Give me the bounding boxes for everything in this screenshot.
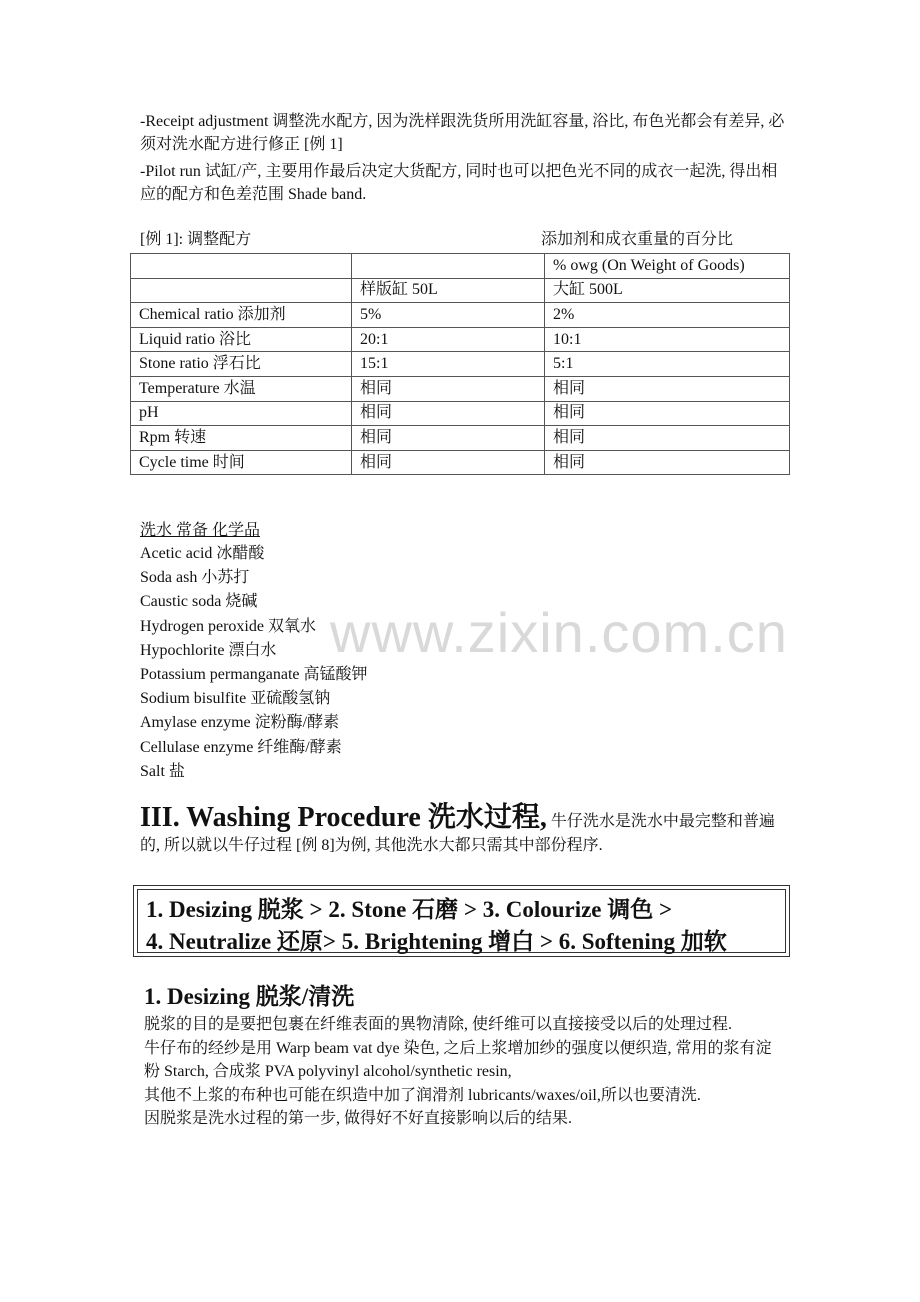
desizing-paragraph: 其他不上浆的布种也可能在织造中加了润滑剂 lubricants/waxes/oil,所以也要清洗. xyxy=(144,1086,701,1104)
list-item: Acetic acid 冰醋酸 xyxy=(140,545,265,562)
desizing-paragraph: 牛仔布的经纱是用 Warp beam vat dye 染色, 之后上浆增加纱的强度以便织造, 常用的浆有淀粉 Starch, 合成浆 PVA polyvinyl alcohol/synthetic resin, xyxy=(144,1039,772,1080)
receipt-adjustment-paragraph: -Receipt adjustment 调整洗水配方, 因为洗样跟洗货所用洗缸容量, 浴比, 布色光都会有差异, 必须对洗水配方进行修正 [例 1] xyxy=(140,113,785,153)
table-cell: pH xyxy=(131,401,352,426)
table-cell: 相同 xyxy=(352,426,545,451)
list-item: Potassium permanganate 高锰酸钾 xyxy=(140,666,368,684)
list-item: Sodium bisulfite 亚硫酸氢钠 xyxy=(140,690,331,708)
table-row xyxy=(131,401,790,426)
table-row xyxy=(131,327,790,352)
desizing-body xyxy=(144,1013,774,1131)
procedure-box xyxy=(133,885,790,957)
table-cell xyxy=(131,254,352,279)
desizing-paragraph: 因脱浆是洗水过程的第一步, 做得好不好直接影响以后的结果. xyxy=(144,1110,573,1127)
section-3 xyxy=(140,802,790,858)
desizing-heading: 1. Desizing 脱浆/清洗 xyxy=(144,984,355,1009)
list-item: Hypochlorite 漂白水 xyxy=(140,641,277,659)
table-cell: Chemical ratio 添加剂 xyxy=(131,303,352,328)
table-cell xyxy=(352,254,545,279)
table-cell: Stone ratio 浮石比 xyxy=(131,352,352,377)
table-cell: 样版缸 50L xyxy=(352,278,545,303)
watermark: www.zixin.com.cn xyxy=(330,601,788,664)
table-row xyxy=(131,303,790,328)
list-item: Salt 盐 xyxy=(140,762,185,780)
table-cell: 15:1 xyxy=(352,352,545,377)
section-3-text: 牛仔洗水是洗水中最完整和普遍的, 所以就以牛仔过程 [例 8]为例, 其他洗水大都只需其中部份程序. xyxy=(140,813,775,854)
table-cell: 大缸 500L xyxy=(545,278,790,303)
table-cell: 5% xyxy=(352,303,545,328)
table-cell: 相同 xyxy=(545,376,790,401)
table-cell: Liquid ratio 浴比 xyxy=(131,327,352,352)
list-item: Caustic soda 烧碱 xyxy=(140,593,258,611)
example-note: 添加剂和成衣重量的百分比 xyxy=(541,231,734,248)
table-cell: Temperature 水温 xyxy=(131,376,352,401)
table-cell: 相同 xyxy=(352,376,545,401)
table-cell: 10:1 xyxy=(545,327,790,352)
table-cell: 相同 xyxy=(545,426,790,451)
table-row xyxy=(131,450,790,475)
table-cell: Cycle time 时间 xyxy=(131,450,352,475)
table-cell: 2% xyxy=(545,303,790,328)
table-cell: 相同 xyxy=(352,401,545,426)
list-item: Cellulase enzyme 纤维酶/酵素 xyxy=(140,738,342,756)
table-cell: 5:1 xyxy=(545,352,790,377)
table-cell xyxy=(131,278,352,303)
desizing-paragraph: 脱浆的目的是要把包裹在纤维表面的異物清除, 使纤维可以直接接受以后的处理过程. xyxy=(144,1016,733,1033)
chemicals-heading: 洗水 常备 化学品 xyxy=(140,522,261,539)
table-row xyxy=(131,254,790,279)
list-item: Soda ash 小苏打 xyxy=(140,569,250,587)
recipe-table xyxy=(130,253,790,475)
procedure-line-1: 1. Desizing 脱浆 > 2. Stone 石磨 > 3. Colourize 调色 > xyxy=(146,897,673,922)
table-row xyxy=(131,352,790,377)
table-row xyxy=(131,278,790,303)
table-cell: 相同 xyxy=(545,450,790,475)
list-item: Amylase enzyme 淀粉酶/酵素 xyxy=(140,714,340,732)
procedure-steps xyxy=(137,889,786,953)
table-row xyxy=(131,426,790,451)
pilot-run-paragraph: -Pilot run 试缸/产, 主要用作最后决定大货配方, 同时也可以把色光不同的成衣一起洗, 得出相应的配方和色差范围 Shade band. xyxy=(140,163,778,203)
procedure-line-2: 4. Neutralize 还原> 5. Brightening 增白 > 6. Softening 加软 xyxy=(146,929,727,954)
table-cell: 相同 xyxy=(545,401,790,426)
list-item: Hydrogen peroxide 双氧水 xyxy=(140,617,316,635)
table-cell: 相同 xyxy=(352,450,545,475)
table-cell: Rpm 转速 xyxy=(131,426,352,451)
table-cell: 20:1 xyxy=(352,327,545,352)
example-title: [例 1]: 调整配方 xyxy=(140,231,252,248)
chemicals-list xyxy=(140,542,368,784)
table-row xyxy=(131,376,790,401)
table-cell: % owg (On Weight of Goods) xyxy=(545,254,790,279)
section-3-title: III. Washing Procedure 洗水过程, xyxy=(140,802,547,833)
